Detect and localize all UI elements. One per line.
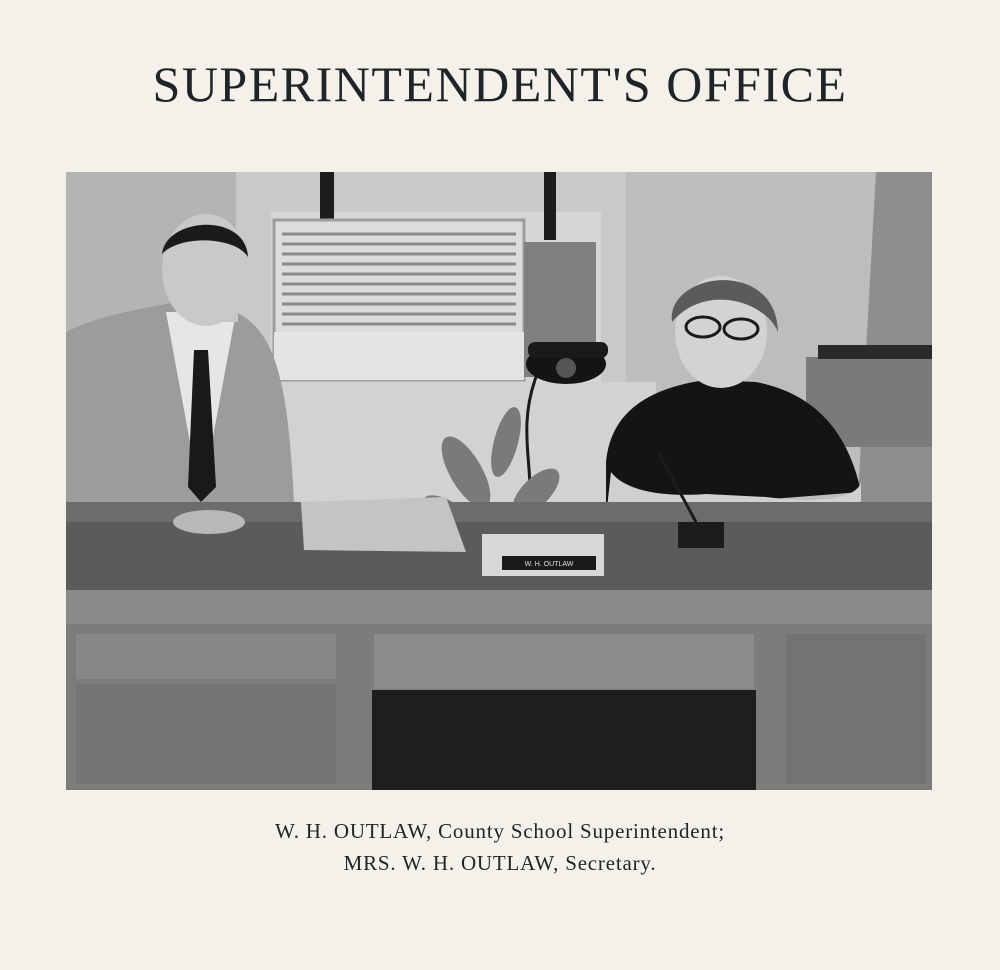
desk-drawer <box>76 634 336 679</box>
ashtray <box>173 510 245 534</box>
photo-caption <box>0 815 1000 879</box>
desk-panel-left <box>76 684 336 784</box>
file-box-lid <box>818 345 932 359</box>
office-photograph <box>66 172 932 790</box>
office-photograph-drawing <box>66 172 932 790</box>
desk-center-drawer <box>374 634 754 689</box>
caption-line-1: W. H. OUTLAW, County School Superintendent; <box>275 819 725 843</box>
caption-line-2: MRS. W. H. OUTLAW, Secretary. <box>343 851 657 875</box>
desk-front-rail <box>66 590 932 624</box>
page-title: SUPERINTENDENT'S OFFICE <box>152 55 848 112</box>
desk-panel-right <box>786 634 926 784</box>
desk-papers <box>301 497 466 552</box>
nameplate-text: W. H. OUTLAW <box>524 561 574 568</box>
blind-cord-left <box>320 172 334 222</box>
desk-kneehole <box>372 690 756 790</box>
blind-cord-right <box>544 172 556 240</box>
air-conditioner-panel <box>274 332 524 380</box>
nameplate <box>482 534 604 576</box>
